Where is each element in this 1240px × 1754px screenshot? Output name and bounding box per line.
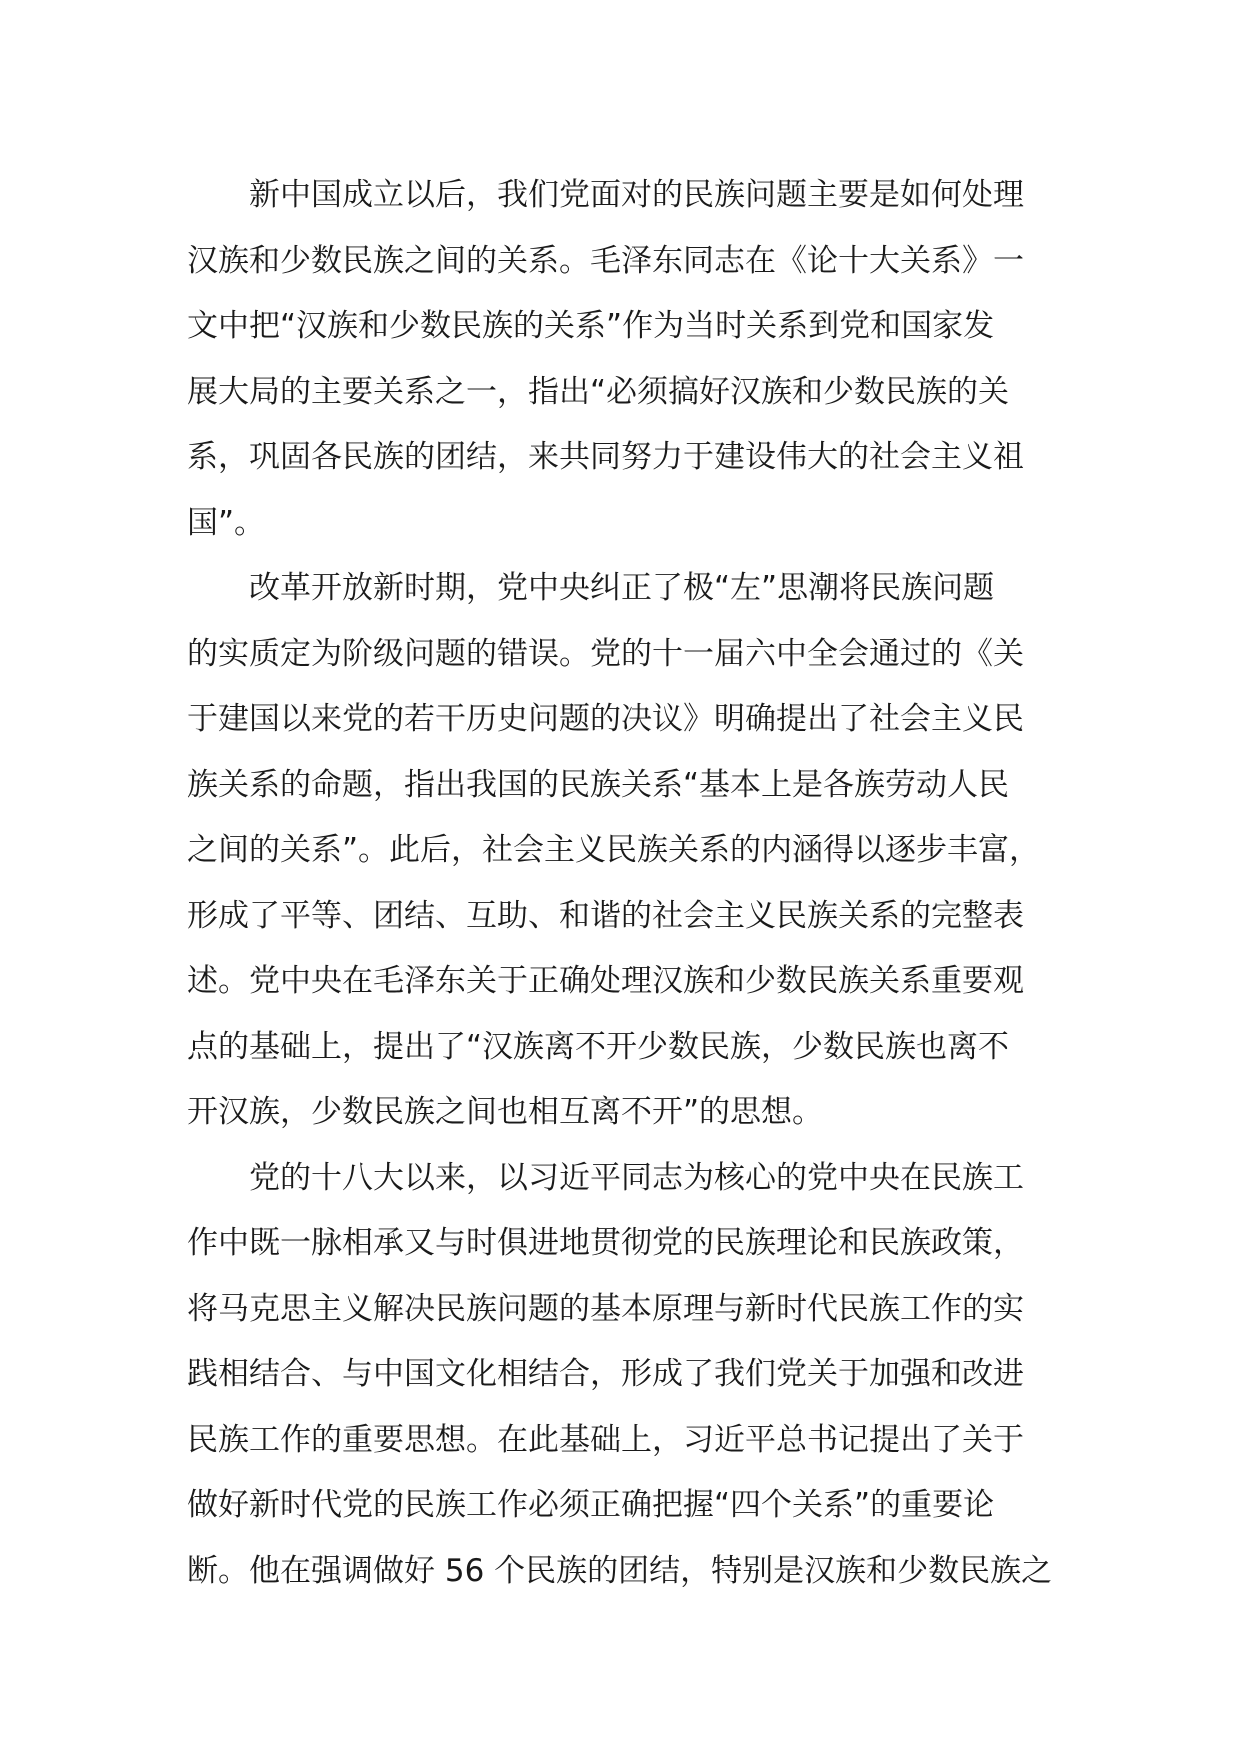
text-line: 述。党中央在毛泽东关于正确处理汉族和少数民族关系重要观: [187, 963, 1024, 999]
text-line: 点的基础上，提出了“汉族离不开少数民族，少数民族也离不: [187, 1028, 1010, 1065]
text-line: 族关系的命题，指出我国的民族关系“基本上是各族劳动人民: [187, 766, 1010, 803]
paragraph-1: [187, 163, 1067, 556]
text-line: 新中国成立以后，我们党面对的民族问题主要是如何处理: [249, 177, 1024, 213]
text-line: 形成了平等、团结、互助、和谐的社会主义民族关系的完整表: [187, 897, 1024, 934]
document-body: [187, 163, 1067, 1604]
text-line: 文中把“汉族和少数民族的关系”作为当时关系到党和国家发: [187, 308, 995, 344]
text-line: 系，巩固各民族的团结，来共同努力于建设伟大的社会主义祖: [187, 439, 1024, 475]
paragraph-2: [187, 556, 1067, 1146]
text-line: 开汉族，少数民族之间也相互离不开”的思想。: [187, 1094, 824, 1130]
paragraph-3: [187, 1146, 1067, 1605]
text-line: 断。他在强调做好 56 个民族的团结，特别是汉族和少数民族之: [187, 1552, 1053, 1589]
text-line: 的实质定为阶级问题的错误。党的十一届六中全会通过的《关: [187, 635, 1024, 672]
text-line: 国”。: [187, 504, 266, 541]
text-line: 做好新时代党的民族工作必须正确把握“四个关系”的重要论: [187, 1487, 995, 1523]
text-line: 汉族和少数民族之间的关系。毛泽东同志在《论十大关系》一: [187, 242, 1024, 279]
text-line: 将马克思主义解决民族问题的基本原理与新时代民族工作的实: [187, 1290, 1024, 1327]
text-line: 展大局的主要关系之一，指出“必须搞好汉族和少数民族的关: [187, 373, 1010, 410]
text-line: 改革开放新时期，党中央纠正了极“左”思潮将民族问题: [249, 570, 995, 606]
text-line: 于建国以来党的若干历史问题的决议》明确提出了社会主义民: [187, 701, 1024, 737]
text-line: 民族工作的重要思想。在此基础上，习近平总书记提出了关于: [187, 1421, 1024, 1458]
text-line: 作中既一脉相承又与时俱进地贯彻党的民族理论和民族政策，: [187, 1225, 1024, 1261]
text-line: 践相结合、与中国文化相结合，形成了我们党关于加强和改进: [187, 1356, 1024, 1392]
text-line: 党的十八大以来，以习近平同志为核心的党中央在民族工: [249, 1159, 1024, 1196]
text-line: 之间的关系”。此后，社会主义民族关系的内涵得以逐步丰富，: [187, 832, 1041, 868]
